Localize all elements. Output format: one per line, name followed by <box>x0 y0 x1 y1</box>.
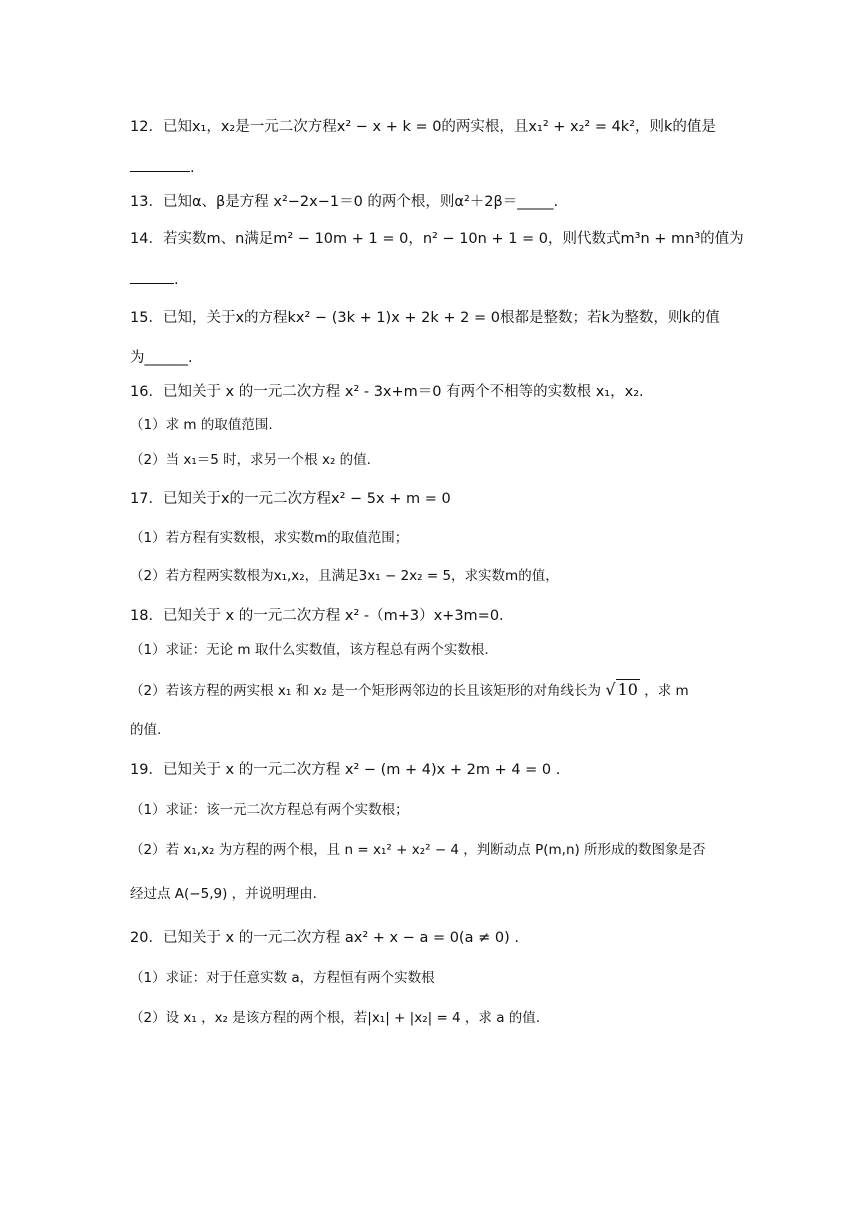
q20-stem: 20．已知关于 x 的一元二次方程 ax² + x − a = 0(a ≠ 0) . <box>130 930 519 946</box>
q16-part2: （2）当 x₁＝5 时，求另一个根 x₂ 的值. <box>130 452 371 468</box>
answer-blank <box>130 269 174 284</box>
q15-line1: 15．已知，关于x的方程kx² − (3k + 1)x + 2k + 2 = 0根都是整数；若k为整数，则k的值 <box>130 310 720 326</box>
q18-part2-cont: 的值. <box>130 722 162 738</box>
q17-part2: （2）若方程两实数根为x₁,x₂，且满足3x₁ − 2x₂ = 5，求实数m的值， <box>130 568 559 584</box>
q14-line1: 14．若实数m、n满足m² − 10m + 1 = 0，n² − 10n + 1 = 0，则代数式m³n + mn³的值为 <box>130 231 744 247</box>
q16-stem: 16．已知关于 x 的一元二次方程 x² - 3x+m＝0 有两个不相等的实数根 x₁，x₂. <box>130 384 644 400</box>
q15-line2: 为______. <box>130 350 193 366</box>
sqrt-radicand: 10 <box>617 680 638 699</box>
q19-stem: 19．已知关于 x 的一元二次方程 x² − (m + 4)x + 2m + 4 = 0 . <box>130 762 561 778</box>
q16-part1: （1）求 m 的取值范围. <box>130 417 273 433</box>
q12-line2 <box>130 157 195 178</box>
q19-part1: （1）求证：该一元二次方程总有两个实数根； <box>130 802 409 818</box>
q12-line2-end: . <box>190 160 195 176</box>
q13-text: 13．已知α、β是方程 x²−2x−1＝0 的两个根，则α²＋2β＝_____. <box>130 194 559 210</box>
q12-line1: 12．已知x₁，x₂是一元二次方程x² − x + k = 0的两实根，且x₁² + x₂² = 4k²，则k的值是 <box>130 119 716 135</box>
q18-part2-text: （2）若该方程的两实根 x₁ 和 x₂ 是一个矩形两邻边的长且该矩形的对角线长为 <box>130 683 602 699</box>
q20-part2: （2）设 x₁ ，x₂ 是该方程的两个根，若|x₁| + |x₂| = 4 ，求 a 的值. <box>130 1010 541 1026</box>
sqrt-expression: √ 10 <box>605 680 638 699</box>
q18-part2-tail: ，求 m <box>644 683 689 699</box>
q18-stem: 18．已知关于 x 的一元二次方程 x² -（m+3）x+3m=0. <box>130 608 504 624</box>
q20-part1: （1）求证：对于任意实数 a，方程恒有两个实数根 <box>130 970 435 986</box>
q14-line2 <box>130 269 179 290</box>
q17-part1: （1）若方程有实数根，求实数m的取值范围； <box>130 530 409 546</box>
q18-part2 <box>130 680 689 701</box>
q17-stem: 17．已知关于x的一元二次方程x² − 5x + m = 0 <box>130 491 451 507</box>
q18-part1: （1）求证：无论 m 取什么实数值，该方程总有两个实数根. <box>130 642 489 658</box>
q19-part2-cont: 经过点 A(−5,9) ，并说明理由. <box>130 886 317 902</box>
answer-blank <box>130 157 190 172</box>
q19-part2: （2）若 x₁,x₂ 为方程的两个根，且 n = x₁² + x₂² − 4 ，判断动点 P(m,n) 所形成的数图象是否 <box>130 842 706 858</box>
q14-line2-end: . <box>174 272 179 288</box>
